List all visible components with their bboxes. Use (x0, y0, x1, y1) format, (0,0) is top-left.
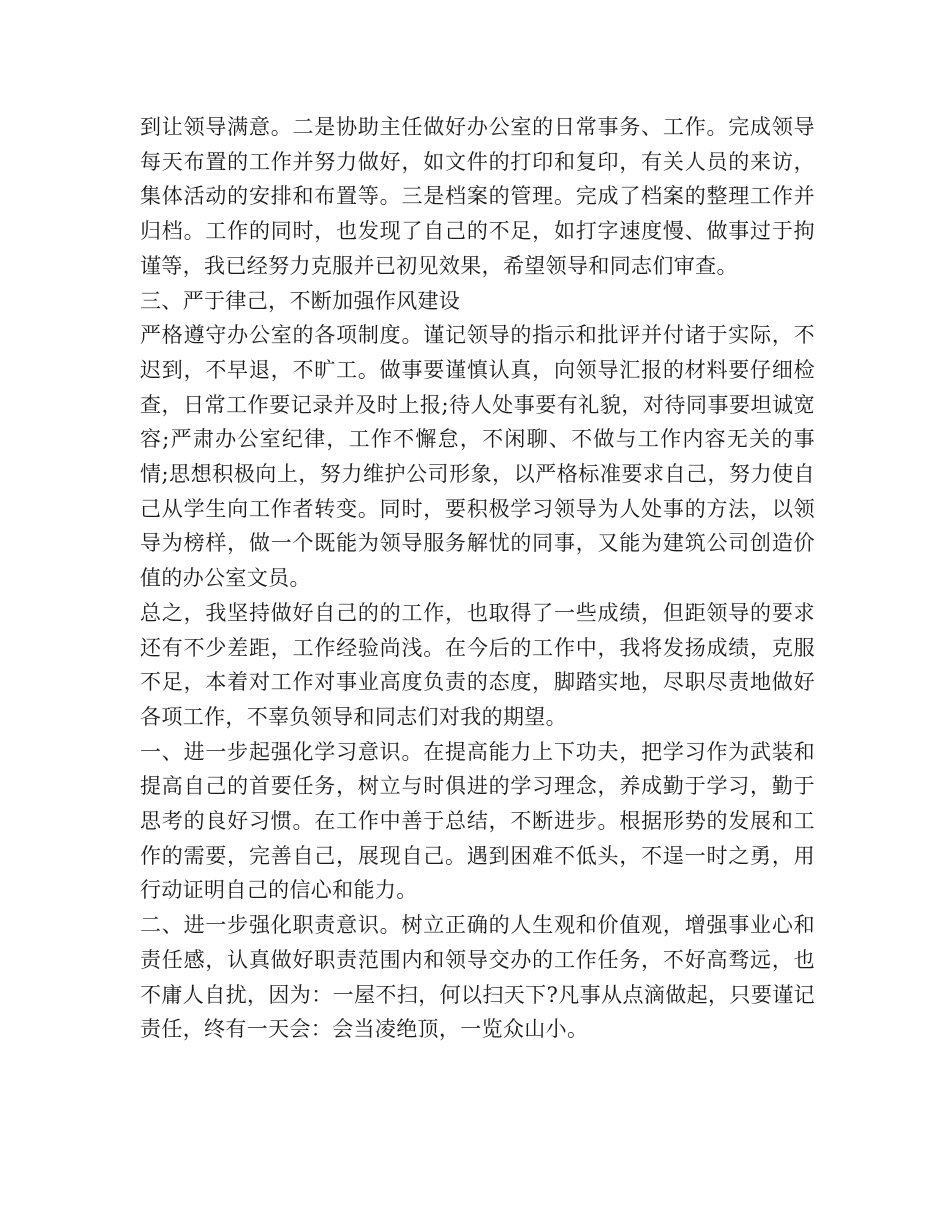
document-body (140, 110, 815, 1047)
paragraph-responsibility: 二、进一步强化职责意识。树立正确的人生观和价值观，增强事业心和责任感，认真做好职责范围内和领导交办的工作任务，不好高骛远，也不庸人自扰，因为：一屋不扫，何以扫天下?凡事从点滴做起，只要谨记责任，终有一天会：会当凌绝顶，一览众山小。 (140, 913, 815, 1042)
paragraph-summary: 总之，我坚持做好自己的的工作，也取得了一些成绩，但距领导的要求还有不少差距，工作经验尚浅。在今后的工作中，我将发扬成绩，克服不足，本着对工作对事业高度负责的态度，脚踏实地，尽职尽责地做好各项工作，不辜负领导和同志们对我的期望。 (140, 600, 815, 729)
paragraph-discipline: 严格遵守办公室的各项制度。谨记领导的指示和批评并付诸于实际，不迟到，不早退，不旷工。做事要谨慎认真，向领导汇报的材料要仔细检查，日常工作要记录并及时上报;待人处事要有礼貌，对待同事要坦诚宽容;严肃办公室纪律，工作不懈怠，不闲聊、不做与工作内容无关的事情;思想积极向上，努力维护公司形象，以严格标准要求自己，努力使自己从学生向工作者转变。同时，要积极学习领导为人处事的方法，以领导为榜样，做一个既能为领导服务解忧的同事，又能为建筑公司创造价值的办公室文员。 (140, 323, 815, 591)
paragraph-learning: 一、进一步起强化学习意识。在提高能力上下功夫，把学习作为武装和提高自己的首要任务，树立与时俱进的学习理念，养成勤于学习，勤于思考的良好习惯。在工作中善于总结，不断进步。根据形势的发展和工作的需要，完善自己，展现自己。遇到困难不低头，不逞一时之勇，用行动证明自己的信心和能力。 (140, 739, 815, 903)
paragraph-continuation: 到让领导满意。二是协助主任做好办公室的日常事务、工作。完成领导每天布置的工作并努力做好，如文件的打印和复印，有关人员的来访，集体活动的安排和布置等。三是档案的管理。完成了档案的整理工作并归档。工作的同时，也发现了自己的不足，如打字速度慢、做事过于拘谨等，我已经努力克服并已初见效果，希望领导和同志们审查。 (140, 115, 815, 278)
section-heading: 三、严于律己，不断加强作风建设 (140, 288, 461, 313)
